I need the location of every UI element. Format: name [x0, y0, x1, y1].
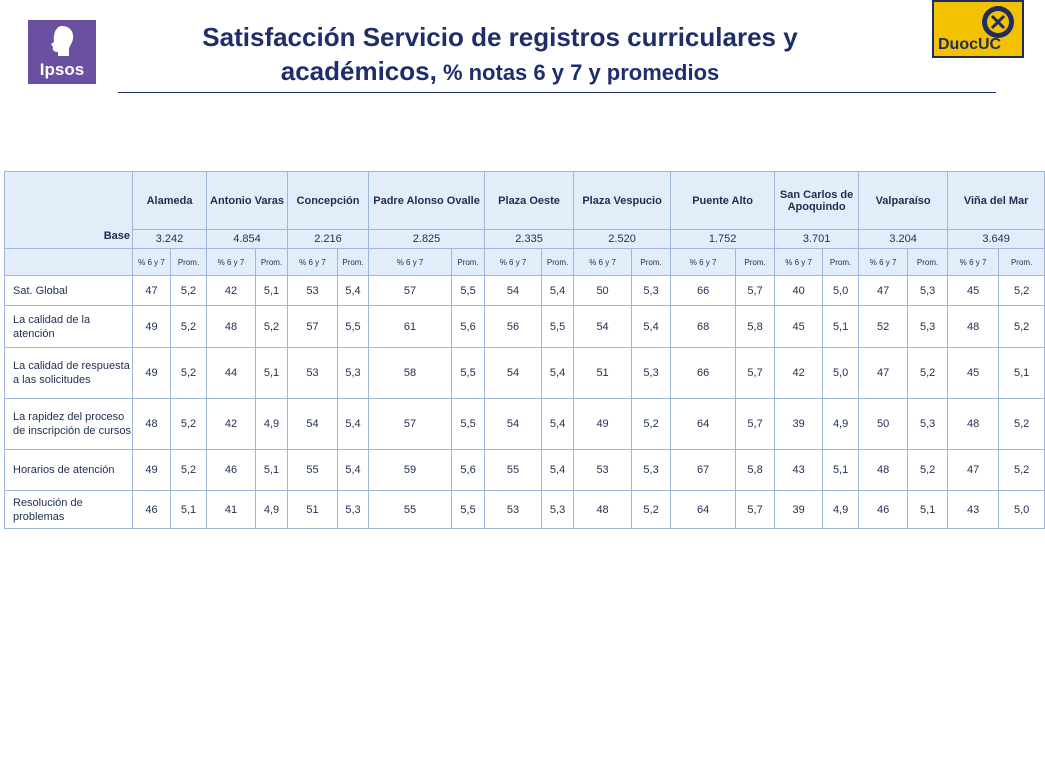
table-cell: 43: [948, 491, 999, 529]
table-cell: 5,2: [908, 450, 948, 491]
table-cell: 67: [671, 450, 736, 491]
sublabel-prom: Prom.: [736, 249, 775, 276]
row-label: La calidad de la atención: [5, 306, 133, 348]
table-cell: 5,2: [256, 306, 288, 348]
sublabel-pct: % 6 y 7: [207, 249, 256, 276]
table-cell: 5,4: [542, 450, 574, 491]
campus-header: Plaza Vespucio: [574, 172, 671, 230]
table-cell: 39: [775, 399, 823, 450]
table-cell: 5,2: [632, 399, 671, 450]
table-cell: 68: [671, 306, 736, 348]
table-cell: 5,2: [171, 276, 207, 306]
sublabel-prom: Prom.: [542, 249, 574, 276]
crest-icon: [980, 4, 1016, 40]
sublabel-prom: Prom.: [823, 249, 859, 276]
sublabel-pct: % 6 y 7: [859, 249, 908, 276]
table-cell: 52: [859, 306, 908, 348]
head-silhouette-icon: [48, 24, 76, 58]
table-cell: 47: [133, 276, 171, 306]
table-cell: 5,2: [171, 306, 207, 348]
table-cell: 53: [288, 348, 338, 399]
table-cell: 53: [485, 491, 542, 529]
table-cell: 4,9: [823, 399, 859, 450]
table-cell: 54: [485, 399, 542, 450]
campus-header: Padre Alonso Ovalle: [369, 172, 485, 230]
table-cell: 5,3: [632, 450, 671, 491]
table-cell: 57: [369, 399, 452, 450]
table-cell: 56: [485, 306, 542, 348]
table-cell: 5,2: [999, 450, 1045, 491]
table-cell: 39: [775, 491, 823, 529]
table-cell: 46: [859, 491, 908, 529]
sublabel-pct: % 6 y 7: [133, 249, 171, 276]
table-cell: 5,8: [736, 450, 775, 491]
table-cell: 5,6: [452, 450, 485, 491]
row-label: La rapidez del proceso de inscripción de cursos: [5, 399, 133, 450]
table-cell: 49: [133, 348, 171, 399]
ipsos-logo-text: Ipsos: [39, 60, 85, 79]
table-cell: 51: [574, 348, 632, 399]
sublabel-prom: Prom.: [338, 249, 369, 276]
table-cell: 44: [207, 348, 256, 399]
table-cell: 54: [485, 348, 542, 399]
sublabel-prom: Prom.: [908, 249, 948, 276]
table-cell: 5,2: [171, 399, 207, 450]
campus-base: 2.825: [369, 230, 485, 249]
table-row: [5, 276, 1045, 306]
row-label: Horarios de atención: [5, 450, 133, 491]
table-cell: 45: [948, 276, 999, 306]
table-cell: 54: [574, 306, 632, 348]
table-row: [5, 491, 1045, 529]
duoc-logo: [932, 0, 1024, 58]
table-cell: 5,4: [338, 276, 369, 306]
table-row: [5, 306, 1045, 348]
table-cell: 5,2: [171, 450, 207, 491]
title-line-1: Satisfacción Servicio de registros curriculares y: [202, 22, 798, 52]
sublabel-prom: Prom.: [452, 249, 485, 276]
table-cell: 5,5: [452, 276, 485, 306]
campus-base: 3.701: [775, 230, 859, 249]
campus-header: Puente Alto: [671, 172, 775, 230]
table-cell: 5,2: [999, 306, 1045, 348]
table-cell: 5,6: [452, 306, 485, 348]
campus-header: Alameda: [133, 172, 207, 230]
table-cell: 46: [133, 491, 171, 529]
table-cell: 5,1: [256, 276, 288, 306]
campus-base: 2.520: [574, 230, 671, 249]
table-cell: 48: [133, 399, 171, 450]
sublabel-prom: Prom.: [171, 249, 207, 276]
campus-base: 2.216: [288, 230, 369, 249]
table-cell: 66: [671, 276, 736, 306]
campus-base: 4.854: [207, 230, 288, 249]
results-table: [4, 171, 1045, 529]
table-cell: 5,0: [999, 491, 1045, 529]
table-cell: 5,3: [338, 491, 369, 529]
table-cell: 53: [574, 450, 632, 491]
table-cell: 5,5: [542, 306, 574, 348]
title-line-2-sub: % notas 6 y 7 y promedios: [436, 60, 720, 85]
page-title: [120, 20, 880, 90]
table-cell: 64: [671, 491, 736, 529]
table-cell: 47: [859, 276, 908, 306]
table-cell: 45: [948, 348, 999, 399]
table-cell: 51: [288, 491, 338, 529]
table-cell: 5,3: [908, 276, 948, 306]
table-cell: 54: [288, 399, 338, 450]
table-cell: 5,4: [542, 399, 574, 450]
table-cell: 5,2: [999, 276, 1045, 306]
table-cell: 58: [369, 348, 452, 399]
campus-header: Plaza Oeste: [485, 172, 574, 230]
title-line-2-main: académicos,: [280, 56, 437, 86]
base-label: Base: [5, 172, 133, 249]
table-cell: 40: [775, 276, 823, 306]
table-cell: 48: [574, 491, 632, 529]
table-row: [5, 348, 1045, 399]
sublabel-pct: % 6 y 7: [775, 249, 823, 276]
campus-header: San Carlos de Apoquindo: [775, 172, 859, 230]
table-cell: 5,7: [736, 348, 775, 399]
table-cell: 46: [207, 450, 256, 491]
table-cell: 5,3: [542, 491, 574, 529]
table-cell: 55: [485, 450, 542, 491]
table-cell: 5,1: [823, 450, 859, 491]
table-cell: 43: [775, 450, 823, 491]
table-cell: 42: [207, 276, 256, 306]
table-cell: 5,3: [908, 399, 948, 450]
ipsos-logo: [28, 20, 96, 84]
table-row: [5, 450, 1045, 491]
table-cell: 5,5: [452, 399, 485, 450]
row-label: Resolución de problemas: [5, 491, 133, 529]
campus-header: Concepción: [288, 172, 369, 230]
campus-header: Valparaíso: [859, 172, 948, 230]
table-cell: 42: [207, 399, 256, 450]
table-cell: 5,4: [542, 348, 574, 399]
table-cell: 5,8: [736, 306, 775, 348]
table-cell: 49: [574, 399, 632, 450]
table-cell: 5,2: [171, 348, 207, 399]
table-cell: 49: [133, 306, 171, 348]
table-cell: 5,3: [632, 276, 671, 306]
table-cell: 45: [775, 306, 823, 348]
title-line-2: [120, 54, 880, 90]
table-cell: 5,7: [736, 491, 775, 529]
table-cell: 64: [671, 399, 736, 450]
table-cell: 5,4: [338, 450, 369, 491]
table-cell: 5,0: [823, 348, 859, 399]
sublabel-prom: Prom.: [632, 249, 671, 276]
sublabel-pct: % 6 y 7: [948, 249, 999, 276]
table-cell: 50: [574, 276, 632, 306]
table-cell: 55: [369, 491, 452, 529]
campus-base: 3.204: [859, 230, 948, 249]
table-cell: 5,3: [338, 348, 369, 399]
table-cell: 48: [948, 399, 999, 450]
table-cell: 57: [288, 306, 338, 348]
table-cell: 53: [288, 276, 338, 306]
table-cell: 57: [369, 276, 452, 306]
sublabel-empty: [5, 249, 133, 276]
campus-base: 3.242: [133, 230, 207, 249]
table-cell: 5,1: [908, 491, 948, 529]
table-cell: 5,2: [999, 399, 1045, 450]
sublabel-pct: % 6 y 7: [485, 249, 542, 276]
table-cell: 48: [859, 450, 908, 491]
table-cell: 48: [948, 306, 999, 348]
table-cell: 47: [948, 450, 999, 491]
table-cell: 59: [369, 450, 452, 491]
table-cell: 5,2: [908, 348, 948, 399]
table-cell: 4,9: [823, 491, 859, 529]
row-label: La calidad de respuesta a las solicitudes: [5, 348, 133, 399]
table-cell: 48: [207, 306, 256, 348]
table-cell: 5,3: [908, 306, 948, 348]
title-divider: [118, 92, 996, 93]
table-cell: 54: [485, 276, 542, 306]
sublabel-pct: % 6 y 7: [369, 249, 452, 276]
campus-header: Viña del Mar: [948, 172, 1045, 230]
table-cell: 5,4: [542, 276, 574, 306]
table-cell: 5,4: [632, 306, 671, 348]
table-cell: 66: [671, 348, 736, 399]
table-cell: 5,4: [338, 399, 369, 450]
table-cell: 50: [859, 399, 908, 450]
table-cell: 5,3: [632, 348, 671, 399]
table-cell: 41: [207, 491, 256, 529]
sublabel-pct: % 6 y 7: [671, 249, 736, 276]
table-cell: 5,5: [452, 348, 485, 399]
table-cell: 5,1: [999, 348, 1045, 399]
table-cell: 5,5: [452, 491, 485, 529]
table-cell: 5,1: [823, 306, 859, 348]
row-label: Sat. Global: [5, 276, 133, 306]
table-cell: 49: [133, 450, 171, 491]
table-row: [5, 399, 1045, 450]
table-cell: 61: [369, 306, 452, 348]
table-cell: 4,9: [256, 491, 288, 529]
sublabel-prom: Prom.: [999, 249, 1045, 276]
table-cell: 5,1: [171, 491, 207, 529]
table-cell: 42: [775, 348, 823, 399]
duoc-logo-text: DuocUC: [938, 36, 1002, 53]
sublabel-prom: Prom.: [256, 249, 288, 276]
sublabel-pct: % 6 y 7: [574, 249, 632, 276]
table-cell: 55: [288, 450, 338, 491]
campus-base: 1.752: [671, 230, 775, 249]
campus-header: Antonio Varas: [207, 172, 288, 230]
campus-base: 3.649: [948, 230, 1045, 249]
table-cell: 5,1: [256, 450, 288, 491]
table-cell: 5,2: [632, 491, 671, 529]
table-cell: 5,7: [736, 276, 775, 306]
table-cell: 5,7: [736, 399, 775, 450]
table-cell: 5,1: [256, 348, 288, 399]
table-cell: 47: [859, 348, 908, 399]
sublabel-pct: % 6 y 7: [288, 249, 338, 276]
table-cell: 5,0: [823, 276, 859, 306]
table-cell: 4,9: [256, 399, 288, 450]
table-cell: 5,5: [338, 306, 369, 348]
campus-base: 2.335: [485, 230, 574, 249]
